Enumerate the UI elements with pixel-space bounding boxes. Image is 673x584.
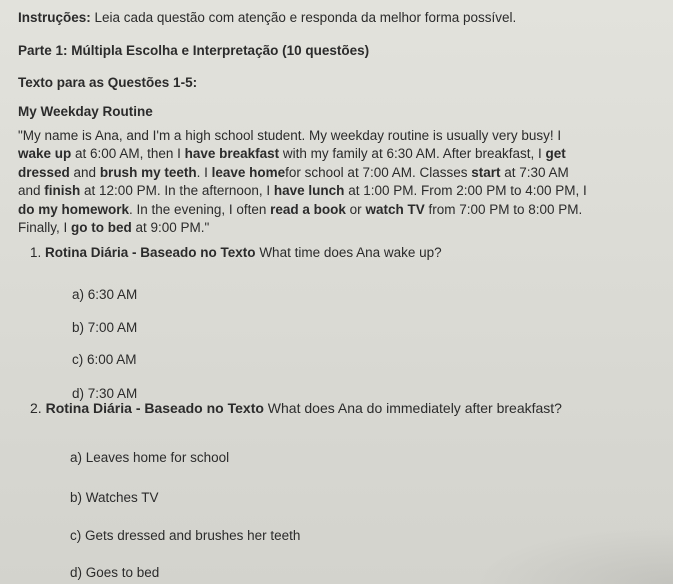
question-1-option-c[interactable]: c) 6:00 AM bbox=[72, 352, 137, 367]
instructions-label: Instruções: bbox=[18, 10, 91, 25]
passage-line-6: Finally, I go to bed at 9:00 PM." bbox=[18, 220, 210, 236]
photo-shadow bbox=[473, 524, 673, 584]
passage-line-5: do my homework. In the evening, I often read a book or watch TV from 7:00 PM to 8:00 PM. bbox=[18, 201, 583, 217]
question-2-option-d[interactable]: d) Goes to bed bbox=[70, 565, 160, 580]
part-title: Parte 1: Múltipla Escolha e Interpretação (10 questões) bbox=[18, 43, 370, 58]
passage-title: My Weekday Routine bbox=[18, 104, 153, 119]
passage-line-1: "My name is Ana, and I'm a high school student. My weekday routine is usually very busy! I bbox=[18, 128, 562, 143]
question-1-text: What time does Ana wake up? bbox=[255, 245, 442, 260]
question-2-topic: Rotina Diária - Baseado no Texto bbox=[45, 400, 264, 416]
instructions bbox=[18, 10, 516, 25]
question-1-option-a[interactable]: a) 6:30 AM bbox=[72, 287, 138, 302]
question-2-text: What does Ana do immediately after breakfast? bbox=[263, 400, 562, 416]
question-1-option-d[interactable]: d) 7:30 AM bbox=[72, 386, 138, 401]
passage-line-4: and finish at 12:00 PM. In the afternoon, I have lunch at 1:00 PM. From 2:00 PM to 4:00 PM, I bbox=[18, 183, 587, 199]
passage-line-2: wake up at 6:00 AM, then I have breakfast with my family at 6:30 AM. After breakfast, I get bbox=[18, 146, 566, 162]
text-for-questions: Texto para as Questões 1-5: bbox=[18, 75, 198, 90]
question-1-topic: Rotina Diária - Baseado no Texto bbox=[45, 245, 256, 260]
question-2-option-b[interactable]: b) Watches TV bbox=[70, 490, 159, 505]
question-2-option-c[interactable]: c) Gets dressed and brushes her teeth bbox=[70, 528, 301, 543]
instructions-text: Leia cada questão com atenção e responda da melhor forma possível. bbox=[90, 10, 517, 25]
question-1-option-b[interactable]: b) 7:00 AM bbox=[72, 320, 138, 335]
passage-line-3: dressed and brush my teeth. I leave homefor school at 7:00 AM. Classes start at 7:30 AM bbox=[18, 164, 569, 180]
passage-body bbox=[18, 127, 668, 237]
question-2: 2. Rotina Diária - Baseado no Texto What does Ana do immediately after breakfast? bbox=[30, 400, 562, 416]
question-2-option-a[interactable]: a) Leaves home for school bbox=[70, 450, 230, 465]
question-1: 1. Rotina Diária - Baseado no Texto What time does Ana wake up? bbox=[30, 245, 442, 260]
